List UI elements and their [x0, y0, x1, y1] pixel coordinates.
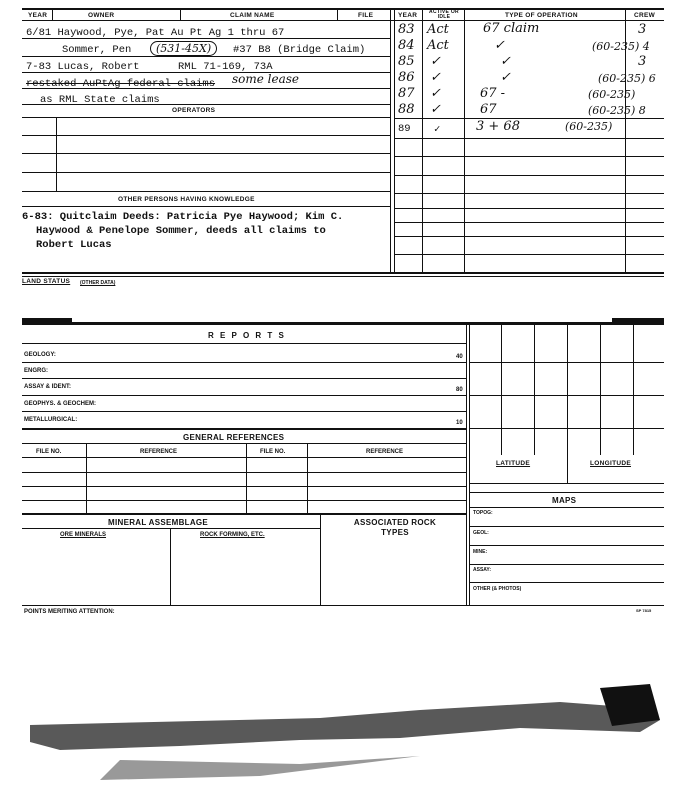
report-metallurgical: METALLURGICAL: — [24, 417, 78, 423]
ref-col-reference-2: REFERENCE — [366, 449, 404, 455]
other-persons-line-1: 6-83: Quitclaim Deeds: Patricia Pye Haywood; Kim C. — [22, 211, 344, 223]
activity-year: 84 — [398, 38, 415, 53]
points-meriting-attention: POINTS MERITING ATTENTION: — [24, 609, 115, 615]
general-references-title: GENERAL REFERENCES — [183, 433, 285, 442]
map-mine: MINE: — [473, 549, 488, 555]
activity-crew: (60-235) — [588, 88, 636, 101]
claim-line-1: 6/81 Haywood, Pye, Pat Au Pt Ag 1 thru 67 — [26, 27, 285, 39]
activity-active: ✓ — [430, 54, 441, 69]
report-metallurgical-num: 10 — [456, 420, 463, 426]
map-topog: TOPOG: — [473, 510, 493, 516]
claim-line-7: as RML State claims — [40, 94, 160, 106]
rock-forming: ROCK FORMING, ETC. — [200, 532, 265, 538]
activity-year: 83 — [398, 22, 415, 37]
associated-rock-types: ASSOCIATED ROCK TYPES — [353, 518, 437, 537]
activity-crew: (60-235) — [565, 120, 613, 133]
claim-line-3: #37 B8 (Bridge Claim) — [233, 44, 366, 56]
claim-line-2: Sommer, Pen — [62, 44, 132, 56]
report-geology: GEOLOGY: — [24, 352, 56, 358]
activity-active: ✓ — [434, 124, 441, 136]
activity-type: ✓ — [500, 70, 511, 85]
maps-title: MAPS — [552, 496, 577, 505]
map-assay: ASSAY: — [473, 567, 492, 573]
activity-type: ✓ — [494, 38, 505, 53]
ref-col-reference-1: REFERENCE — [140, 449, 178, 455]
claim-line-5: RML 71-169, 73A — [178, 61, 273, 73]
activity-crew: 3 — [638, 54, 647, 69]
claim-cancel-note: some lease — [232, 72, 300, 86]
reports-title: R E P O R T S — [208, 331, 286, 340]
header-year-2: YEAR — [398, 12, 418, 19]
activity-crew: (60-235) 8 — [588, 104, 646, 117]
scan-smudge — [0, 680, 678, 800]
ref-col-file-no-2: FILE NO. — [260, 449, 286, 455]
report-assay-num: 80 — [456, 387, 463, 393]
activity-year: 87 — [398, 86, 415, 101]
report-assay: ASSAY & IDENT: — [24, 384, 72, 390]
claim-file-note: (531-45X) — [150, 41, 217, 56]
form-code: SP 7815 — [636, 608, 652, 613]
other-persons-title: OTHER PERSONS HAVING KNOWLEDGE — [118, 196, 255, 203]
header-type-of-operation: TYPE OF OPERATION — [505, 12, 578, 19]
activity-active: Act — [427, 22, 449, 37]
map-geol: GEOL: — [473, 530, 489, 536]
header-claim-name: CLAIM NAME — [230, 12, 275, 19]
other-persons-line-2: Haywood & Penelope Sommer, deeds all claims to — [36, 225, 326, 237]
claim-line-6: restaked AuPtAg federal claims — [26, 78, 216, 90]
other-persons-line-3: Robert Lucas — [36, 239, 112, 251]
activity-crew: (60-235) 6 — [598, 72, 656, 85]
map-other: OTHER (& PHOTOS) — [473, 586, 522, 592]
header-active-idle: ACTIVE OR IDLE — [429, 9, 459, 20]
activity-type: 67 claim — [483, 21, 540, 36]
activity-active: Act — [427, 38, 449, 53]
header-crew: CREW — [634, 12, 656, 19]
activity-year: 86 — [398, 70, 415, 85]
land-status-sub: (OTHER DATA) — [80, 280, 116, 286]
report-engrg: ENGRG: — [24, 368, 48, 374]
operators-title: OPERATORS — [172, 107, 216, 114]
activity-type: ✓ — [500, 54, 511, 69]
activity-type: 67 — [480, 102, 497, 117]
header-file: FILE — [358, 12, 374, 19]
latitude-label: LATITUDE — [496, 460, 531, 467]
activity-crew: (60-235) 4 — [592, 40, 650, 53]
activity-type: 67 - — [480, 86, 506, 101]
longitude-label: LONGITUDE — [590, 460, 631, 467]
header-year: YEAR — [28, 12, 48, 19]
activity-active: ✓ — [430, 86, 441, 101]
activity-active: ✓ — [430, 102, 441, 117]
activity-year: 85 — [398, 54, 415, 69]
activity-crew: 3 — [638, 22, 647, 37]
mineral-title: MINERAL ASSEMBLAGE — [108, 518, 209, 527]
activity-active: ✓ — [430, 70, 441, 85]
ore-minerals: ORE MINERALS — [60, 532, 107, 538]
claim-line-4: 7-83 Lucas, Robert — [26, 61, 140, 73]
report-geophys: GEOPHYS. & GEOCHEM: — [24, 401, 97, 407]
activity-year: 88 — [398, 102, 415, 117]
activity-year: 89 — [398, 123, 411, 135]
report-geology-num: 40 — [456, 354, 463, 360]
land-status-label: LAND STATUS — [22, 278, 71, 285]
header-owner: OWNER — [88, 12, 115, 19]
activity-type: 3 + 68 — [476, 119, 520, 134]
ref-col-file-no-1: FILE NO. — [36, 449, 62, 455]
